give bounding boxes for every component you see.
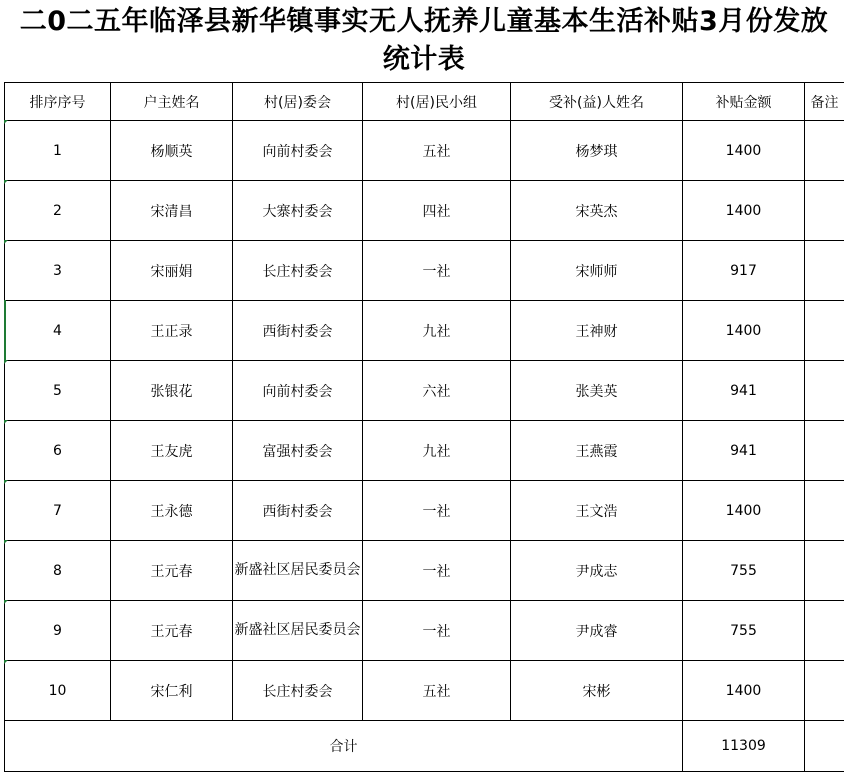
- cell-committee[interactable]: 富强村委会: [233, 421, 363, 481]
- header-remarks[interactable]: 备注: [805, 83, 844, 121]
- table-row: [5, 661, 844, 721]
- subsidy-table: [4, 82, 844, 772]
- table-row: [5, 361, 844, 421]
- cell-amount[interactable]: 917: [683, 241, 805, 301]
- cell-seq[interactable]: 6: [5, 421, 111, 481]
- cell-seq[interactable]: 9: [5, 601, 111, 661]
- cell-group[interactable]: 六社: [363, 361, 511, 421]
- cell-remarks[interactable]: [805, 421, 844, 481]
- cell-remarks[interactable]: [805, 181, 844, 241]
- cell-committee[interactable]: 西街村委会: [233, 301, 363, 361]
- cell-householder[interactable]: 王友虎: [111, 421, 233, 481]
- cell-beneficiary[interactable]: 王燕霞: [511, 421, 683, 481]
- cell-committee[interactable]: 新盛社区居民委员会: [233, 601, 363, 661]
- cell-seq[interactable]: 5: [5, 361, 111, 421]
- cell-comment-marker: [4, 420, 8, 424]
- header-seq[interactable]: 排序序号: [5, 83, 111, 121]
- cell-remarks[interactable]: [805, 601, 844, 661]
- cell-beneficiary[interactable]: 王文浩: [511, 481, 683, 541]
- cell-comment-marker: [4, 600, 8, 604]
- cell-remarks[interactable]: [805, 241, 844, 301]
- cell-beneficiary[interactable]: 张美英: [511, 361, 683, 421]
- cell-householder[interactable]: 王永德: [111, 481, 233, 541]
- table-row: [5, 481, 844, 541]
- cell-householder[interactable]: 王正录: [111, 301, 233, 361]
- cell-amount[interactable]: 1400: [683, 301, 805, 361]
- total-amount[interactable]: 11309: [683, 721, 805, 772]
- table-row: [5, 421, 844, 481]
- header-committee[interactable]: 村(居)委会: [233, 83, 363, 121]
- cell-remarks[interactable]: [805, 121, 844, 181]
- cell-amount[interactable]: 755: [683, 541, 805, 601]
- header-group[interactable]: 村(居)民小组: [363, 83, 511, 121]
- cell-group[interactable]: 一社: [363, 541, 511, 601]
- cell-group[interactable]: 九社: [363, 301, 511, 361]
- active-cell-indicator: [4, 300, 6, 361]
- title-cell[interactable]: [4, 0, 844, 82]
- cell-beneficiary[interactable]: 尹成志: [511, 541, 683, 601]
- cell-remarks[interactable]: [805, 481, 844, 541]
- table-row: [5, 241, 844, 301]
- cell-group[interactable]: 九社: [363, 421, 511, 481]
- cell-comment-marker: [4, 480, 8, 484]
- cell-remarks[interactable]: [805, 541, 844, 601]
- cell-amount[interactable]: 1400: [683, 121, 805, 181]
- cell-amount[interactable]: 941: [683, 421, 805, 481]
- header-row: [5, 83, 844, 121]
- header-householder[interactable]: 户主姓名: [111, 83, 233, 121]
- cell-householder[interactable]: 宋清昌: [111, 181, 233, 241]
- cell-group[interactable]: 五社: [363, 121, 511, 181]
- cell-committee[interactable]: 大寨村委会: [233, 181, 363, 241]
- cell-group[interactable]: 一社: [363, 481, 511, 541]
- cell-committee[interactable]: 新盛社区居民委员会: [233, 541, 363, 601]
- cell-committee[interactable]: 长庄村委会: [233, 241, 363, 301]
- cell-remarks[interactable]: [805, 301, 844, 361]
- cell-committee[interactable]: 长庄村委会: [233, 661, 363, 721]
- total-remarks[interactable]: [805, 721, 844, 772]
- cell-committee[interactable]: 向前村委会: [233, 361, 363, 421]
- cell-beneficiary[interactable]: 宋师师: [511, 241, 683, 301]
- cell-comment-marker: [4, 240, 8, 244]
- table-row: [5, 601, 844, 661]
- cell-householder[interactable]: 张银花: [111, 361, 233, 421]
- cell-comment-marker: [4, 660, 8, 664]
- header-beneficiary[interactable]: 受补(益)人姓名: [511, 83, 683, 121]
- cell-beneficiary[interactable]: 宋彬: [511, 661, 683, 721]
- cell-beneficiary[interactable]: 尹成睿: [511, 601, 683, 661]
- page-title: 二0二五年临泽县新华镇事实无人抚养儿童基本生活补贴3月份发放统计表: [9, 3, 839, 79]
- cell-beneficiary[interactable]: 王神财: [511, 301, 683, 361]
- cell-householder[interactable]: 宋仁利: [111, 661, 233, 721]
- cell-householder[interactable]: 杨顺英: [111, 121, 233, 181]
- cell-amount[interactable]: 1400: [683, 661, 805, 721]
- cell-comment-marker: [4, 540, 8, 544]
- cell-beneficiary[interactable]: 杨梦琪: [511, 121, 683, 181]
- cell-seq[interactable]: 2: [5, 181, 111, 241]
- cell-remarks[interactable]: [805, 361, 844, 421]
- cell-committee[interactable]: 向前村委会: [233, 121, 363, 181]
- cell-seq[interactable]: 8: [5, 541, 111, 601]
- cell-amount[interactable]: 755: [683, 601, 805, 661]
- cell-seq[interactable]: 7: [5, 481, 111, 541]
- table-row: [5, 181, 844, 241]
- cell-comment-marker: [4, 360, 8, 364]
- cell-seq[interactable]: 4: [5, 301, 111, 361]
- cell-amount[interactable]: 941: [683, 361, 805, 421]
- cell-comment-marker: [4, 120, 8, 124]
- header-amount[interactable]: 补贴金额: [683, 83, 805, 121]
- cell-amount[interactable]: 1400: [683, 481, 805, 541]
- cell-group[interactable]: 四社: [363, 181, 511, 241]
- cell-seq[interactable]: 1: [5, 121, 111, 181]
- cell-group[interactable]: 一社: [363, 241, 511, 301]
- table-row: [5, 121, 844, 181]
- total-row: [5, 721, 844, 772]
- cell-householder[interactable]: 王元春: [111, 601, 233, 661]
- cell-committee[interactable]: 西街村委会: [233, 481, 363, 541]
- table-row: [5, 301, 844, 361]
- cell-group[interactable]: 一社: [363, 601, 511, 661]
- cell-amount[interactable]: 1400: [683, 181, 805, 241]
- cell-householder[interactable]: 宋丽娟: [111, 241, 233, 301]
- table-row: [5, 541, 844, 601]
- cell-beneficiary[interactable]: 宋英杰: [511, 181, 683, 241]
- cell-householder[interactable]: 王元春: [111, 541, 233, 601]
- total-label[interactable]: 合计: [5, 721, 683, 772]
- cell-comment-marker: [4, 180, 8, 184]
- cell-group[interactable]: 五社: [363, 661, 511, 721]
- cell-seq[interactable]: 3: [5, 241, 111, 301]
- cell-remarks[interactable]: [805, 661, 844, 721]
- cell-seq[interactable]: 10: [5, 661, 111, 721]
